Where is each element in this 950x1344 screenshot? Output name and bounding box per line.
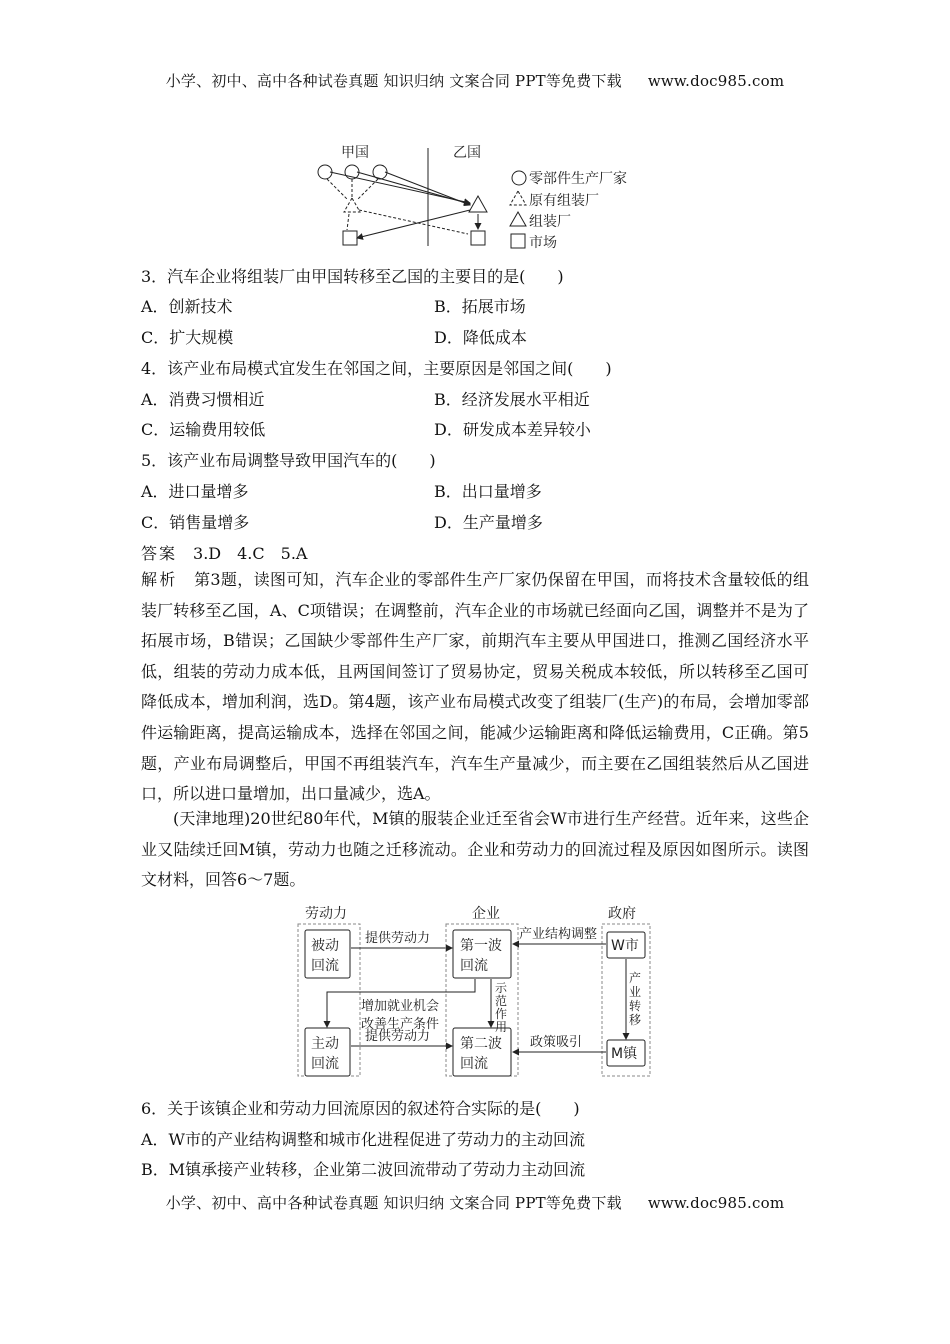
intro-paragraph: (天津地理)20世纪80年代，M镇的服装企业迁至省会W市进行生产经营。近年来，这些企业又陆续迁回M镇，劳动力也随之迁移流动。企业和劳动力的回流过程及原因如图所示。读图文材料，回答6～7题。 xyxy=(141,809,809,890)
q3-option-c: C．扩大规模 xyxy=(141,328,234,347)
col-enterprise-label: 企业 xyxy=(472,906,500,922)
w-city-label: W市 xyxy=(611,938,639,954)
dashed-arrow xyxy=(359,210,468,234)
legend-dashed-triangle-icon xyxy=(510,191,526,205)
q6-option-a: A．W市的产业结构调整和城市化进程促进了劳动力的主动回流 xyxy=(141,1130,586,1149)
m-town-label: M镇 xyxy=(611,1046,638,1062)
transfer-char-3: 转 xyxy=(629,999,642,1013)
analysis-text: 第3题，读图可知，汽车企业的零部件生产厂家仍保留在甲国，而将技术含量较低的组装厂转移至乙国，A、C项错误；在调整前，汽车企业的市场就已经面向乙国，调整并不是为了拓展市场，B错误；乙国缺少零部件生产厂家，前期汽车主要从甲国进口，推测乙国经济水平低，组装的劳动力成本低，且两国间签订了贸易协定，贸易关税成本较低，所以转移至乙国可降低成本，增加利润，选D。第4题，该产业布局模式改变了组装厂(生产)的布局，会增加零部件运输距离，提高运输成本，选择在邻国之间，能减少运输距离和降低运输费用，C正确。第5题，产业布局调整后，甲国不再组装汽车，汽车生产量减少，而主要在乙国组装然后从乙国进口，所以进口量增加，出口量减少，选A。 xyxy=(141,570,809,804)
q3-option-d: D．降低成本 xyxy=(434,328,527,347)
legend-square-icon xyxy=(511,234,525,248)
passive-return-line2: 回流 xyxy=(311,958,339,974)
q3-stem: 3．汽车企业将组装厂由甲国转移至乙国的主要目的是( ) xyxy=(141,267,564,286)
transfer-char-1: 产 xyxy=(629,971,642,985)
footer-site: www.doc985.com xyxy=(647,1194,785,1212)
active-return-line1: 主动 xyxy=(311,1036,339,1052)
car-industry-diagram xyxy=(305,138,650,250)
q4-option-a: A．消费习惯相近 xyxy=(141,390,265,409)
q5-option-d: D．生产量增多 xyxy=(434,513,543,532)
policy-label: 政策吸引 xyxy=(530,1035,583,1050)
page-header xyxy=(0,70,950,91)
footer-text: 小学、初中、高中各种试卷真题 知识归纳 文案合同 PPT等免费下载 xyxy=(165,1194,622,1212)
second-wave-line2: 回流 xyxy=(460,1056,488,1072)
col-labour-label: 劳动力 xyxy=(305,906,347,922)
provide-labour-label-2: 提供劳动力 xyxy=(365,1029,431,1044)
assembly-plant xyxy=(469,196,487,212)
original-assembly-plant xyxy=(344,198,360,212)
q5-option-b: B．出口量增多 xyxy=(434,482,542,501)
legend-original-assembly: 原有组装厂 xyxy=(529,193,599,209)
q5-option-c: C．销售量增多 xyxy=(141,513,250,532)
demo-char-3: 作 xyxy=(495,1007,508,1021)
passive-return-line1: 被动 xyxy=(311,938,339,954)
transfer-char-2: 业 xyxy=(629,985,642,999)
country-a-label: 甲国 xyxy=(341,145,369,161)
demo-effect-label xyxy=(495,981,508,1034)
legend-market: 市场 xyxy=(529,235,557,250)
industry-transfer-label xyxy=(629,970,641,1027)
labour-return-flow-diagram xyxy=(295,900,660,1082)
q3-option-a: A．创新技术 xyxy=(141,297,233,316)
q6-stem: 6．关于该镇企业和劳动力回流原因的叙述符合实际的是( ) xyxy=(141,1099,580,1118)
answer-label: 答案 xyxy=(141,544,178,563)
q4-option-c: C．运输费用较低 xyxy=(141,420,266,439)
second-wave-line1: 第二波 xyxy=(460,1036,502,1052)
country-b-label: 乙国 xyxy=(453,145,481,161)
market-b xyxy=(471,231,485,245)
legend-circle-icon xyxy=(512,171,526,185)
demo-char-1: 示 xyxy=(495,981,508,995)
q4-stem: 4．该产业布局模式宜发生在邻国之间，主要原因是邻国之间( ) xyxy=(141,359,612,378)
solid-arrow xyxy=(357,172,470,204)
legend-parts-factory: 零部件生产厂家 xyxy=(529,171,627,187)
q3-option-b: B．拓展市场 xyxy=(434,297,526,316)
more-jobs-label: 增加就业机会 xyxy=(361,999,440,1014)
col-government-label: 政府 xyxy=(608,906,636,922)
q4-option-d: D．研发成本差异较小 xyxy=(434,420,591,439)
q5-stem: 5．该产业布局调整导致甲国汽车的( ) xyxy=(141,451,436,470)
provide-labour-label-1: 提供劳动力 xyxy=(365,931,431,946)
answer-line xyxy=(141,541,307,564)
demo-char-2: 范 xyxy=(495,994,508,1008)
solid-arrow xyxy=(357,210,470,238)
analysis-label: 解析 xyxy=(141,570,178,589)
analysis-paragraph xyxy=(141,565,809,810)
q5-option-a: A．进口量增多 xyxy=(141,482,249,501)
page-footer xyxy=(0,1192,950,1213)
header-text: 小学、初中、高中各种试卷真题 知识归纳 文案合同 PPT等免费下载 xyxy=(165,72,622,90)
dashed-arrow xyxy=(327,179,348,200)
market-a xyxy=(343,231,357,245)
q4-option-b: B．经济发展水平相近 xyxy=(434,390,590,409)
first-wave-line1: 第一波 xyxy=(460,938,502,954)
demo-char-4: 用 xyxy=(495,1020,508,1034)
active-return-line2: 回流 xyxy=(311,1056,339,1072)
transfer-char-4: 移 xyxy=(629,1013,642,1027)
q6-option-b: B．M镇承接产业转移，企业第二波回流带动了劳动力主动回流 xyxy=(141,1160,586,1179)
better-conditions-label: 改善生产条件 xyxy=(361,1017,440,1032)
answer-text: 3.D 4.C 5.A xyxy=(193,544,308,563)
structure-adjust-label: 产业结构调整 xyxy=(519,927,598,942)
first-wave-line2: 回流 xyxy=(460,958,488,974)
legend-triangle-icon xyxy=(510,212,526,226)
dashed-arrow xyxy=(347,214,349,230)
header-site: www.doc985.com xyxy=(647,72,785,90)
parts-factory-1 xyxy=(318,165,332,179)
legend-assembly: 组装厂 xyxy=(529,214,571,230)
